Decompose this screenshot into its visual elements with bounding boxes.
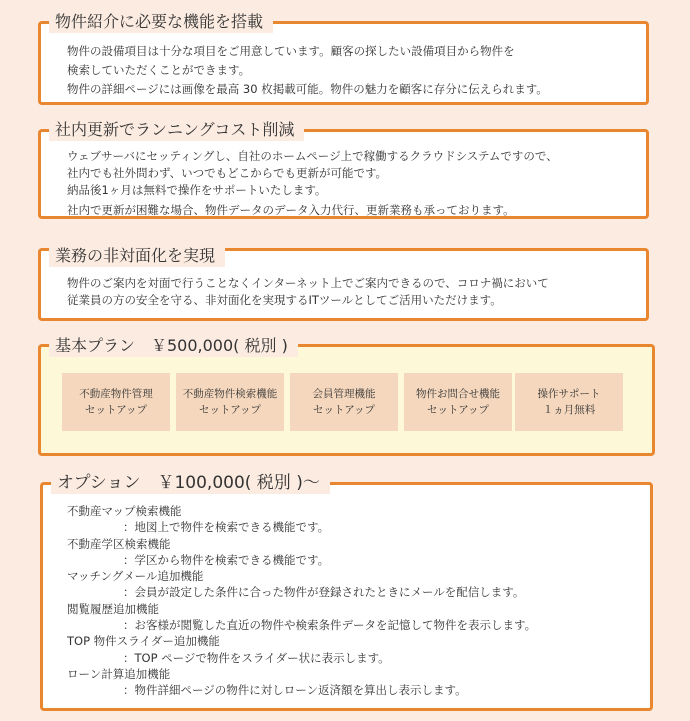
section-text: ウェブサーバにセッティングし、自社のホームページ上で稼働するクラウドシステムですので、 [67, 149, 558, 163]
option-desc: ：物件詳細ページの物件に対しローン返済額を算出し表示します。 [123, 683, 467, 698]
section-text: 社内で更新が困難な場合、物件データのデータ入力代行、更新業務も承っております。 [67, 203, 515, 217]
option-name: 不動産マップ検索機能 [67, 504, 182, 518]
plan-item [404, 373, 512, 431]
section-title: 業務の非対面化を実現 [49, 245, 225, 267]
section-text: 社内でも社外問わず、いつでもどこからでも更新が可能です。 [67, 166, 388, 180]
option-desc: ：地図上で物件を検索できる機能です。 [123, 520, 330, 535]
plan-item-sublabel: セットアップ [313, 404, 375, 416]
option-desc: ：お客様が閲覧した直近の物件や検索条件データを記憶して物件を表示します。 [123, 618, 537, 633]
feature-section-2 [38, 120, 649, 219]
section-text: 物件の詳細ページには画像を最高 30 枚掲載可能。物件の魅力を顧客に存分に伝えられます。 [67, 82, 548, 96]
section-text: 検索していただくことができます。 [67, 63, 251, 77]
feature-section-1 [38, 12, 649, 105]
option-name: 不動産学区検索機能 [67, 536, 171, 551]
plan-item-label: 不動産物件管理 [79, 388, 153, 400]
plan-item-label: 物件お問合せ機能 [416, 388, 500, 400]
plan-item-label: 会員管理機能 [312, 388, 376, 400]
plan-item [290, 373, 398, 431]
section-title: 社内更新でランニングコスト削減 [49, 119, 304, 141]
option-desc: ：TOP ページで物件をスライダー状に表示します。 [123, 650, 390, 665]
plan-title: 基本プラン ￥500,000( 税別 ) [49, 335, 298, 357]
plan-item-sublabel: セットアップ [427, 404, 489, 416]
section-text: 従業員の方の安全を守る、非対面化を実現するITツールとしてご活用いただけます。 [67, 293, 502, 307]
plan-item-sublabel: セットアップ [199, 404, 261, 416]
plan-item [176, 373, 284, 431]
plan-item-label: 操作サポート [537, 388, 601, 400]
section-text: 物件のご案内を対面で行うことなくインターネット上でご案内できるので、コロナ禍において [67, 276, 549, 290]
options-title: オプション ￥100,000( 税別 )～ [51, 472, 330, 494]
option-desc: ：学区から物件を検索できる機能です。 [123, 552, 330, 567]
option-name: ローン計算追加機能 [67, 666, 171, 681]
option-name: マッチングメール追加機能 [67, 569, 204, 584]
section-title: 物件紹介に必要な機能を搭載 [49, 11, 273, 33]
basic-plan-section [38, 336, 655, 456]
section-text: 納品後1ヶ月は無料で操作をサポートいたします。 [67, 183, 327, 197]
plan-item-sublabel: １ヵ月無料 [542, 404, 596, 416]
plan-item-sublabel: セットアップ [85, 404, 147, 416]
plan-item [62, 373, 170, 431]
plan-item-label: 不動産物件検索機能 [182, 388, 278, 400]
option-name: TOP 物件スライダー追加機能 [67, 634, 220, 649]
option-name: 閲覧履歴追加機能 [67, 601, 159, 616]
options-section [40, 473, 653, 711]
feature-section-3 [38, 248, 649, 321]
option-desc: ：会員が設定した条件に合った物件が登録されたときにメールを配信します。 [123, 585, 525, 600]
plan-item [515, 373, 623, 431]
section-text: 物件の設備項目は十分な項目をご用意しています。顧客の探したい設備項目から物件を [67, 44, 515, 58]
